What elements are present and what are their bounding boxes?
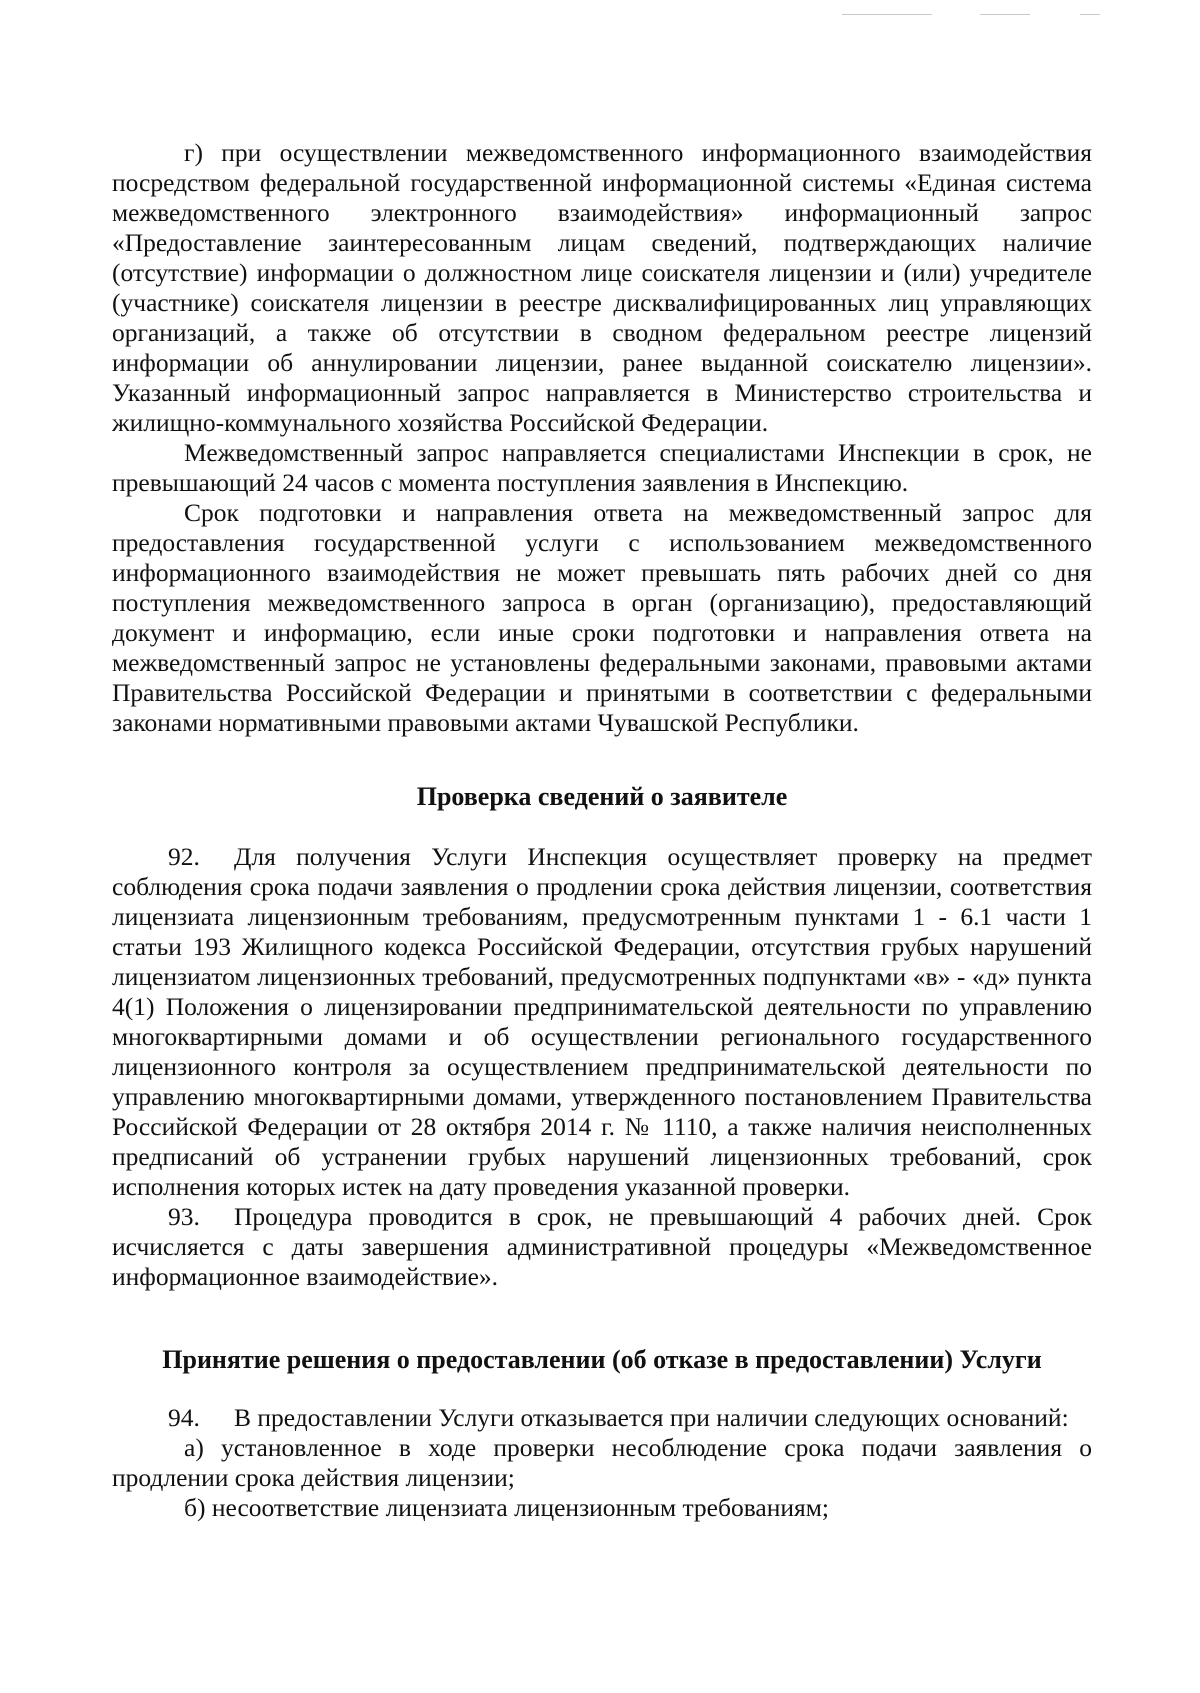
decision-section [112,1403,1092,1523]
item-number: 93. [168,1202,200,1231]
scan-artifact [1080,14,1100,15]
item-92 [112,842,1092,1202]
paragraph-request-deadline: Межведомственный запрос направляется специалистами Инспекции в срок, не превышающий 24 часов с момента поступления заявления в Инспекцию. [112,438,1092,497]
paragraph-response-deadline: Срок подготовки и направления ответа на межведомственный запрос для предоставления государственной услуги с использованием межведомственного информационного взаимодействия не может превышать пять рабочих дней со дня поступления межведомственного запроса в орган (организацию), предоставляющий документ и информацию, если иные сроки подготовки и направления ответа на межведомственный запрос не установлены федеральными законами, правовыми актами Правительства Российской Федерации и принятыми в соответствии с федеральными законами нормативными правовыми актами Чувашской Республики. [112,498,1092,737]
item-number: 92. [168,842,200,871]
item-text: Для получения Услуги Инспекция осуществляет проверку на предмет соблюдения срока подачи заявления о продлении срока действия лицензии, соответствия лицензиата лицензионным требованиям, предусмотренным пунктами 1 - 6.1 части 1 статьи 193 Жилищного кодекса Российской Федерации, отсутствия грубых нарушений лицензиатом лицензионных требований, предусмотренных подпунктами «в» - «д» пункта 4(1) Положения о лицензировании предпринимательской деятельности по управлению многоквартирными домами и об осуществлении регионального государственного лицензионного контроля за осуществлением предпринимательской деятельности по управлению многоквартирными домами, утвержденного постановлением Правительства Российской Федерации от 28 октября 2014 г. № 1110, а также наличия неисполненных предписаний об устранении грубых нарушений лицензионных требований, срок исполнения которых истек на дату проведения указанной проверки. [112,842,1092,1201]
section-heading-decision: Принятие решения о предоставлении (об отказе в предоставлении) Услуги [162,1345,1042,1374]
item-93 [112,1202,1092,1292]
applicant-check-section [112,842,1092,1292]
item-text: Процедура проводится в срок, не превышающий 4 рабочих дней. Срок исчисляется с даты завершения административной процедуры «Межведомственное информационное взаимодействие». [112,1202,1092,1291]
item-text: В предоставлении Услуги отказывается при наличии следующих оснований: [234,1403,1069,1432]
sub-item-b: б) несоответствие лицензиата лицензионным требованиям; [184,1493,829,1522]
document-body [112,138,1092,1523]
section-heading-applicant-check: Проверка сведений о заявителе [416,782,788,811]
interagency-request-section [112,138,1092,737]
item-number: 94. [168,1403,200,1432]
item-94 [112,1403,1092,1433]
sub-item-a: а) установленное в ходе проверки несоблюдение срока подачи заявления о продлении срока действия лицензии; [112,1433,1092,1492]
paragraph-g: г) при осуществлении межведомственного информационного взаимодействия посредством федеральной государственной информационной системы «Единая система межведомственного электронного взаимодействия» информационный запрос «Предоставление заинтересованным лицам сведений, подтверждающих наличие (отсутствие) информации о должностном лице соискателя лицензии и (или) учредителе (участнике) соискателя лицензии в реестре дисквалифицированных лиц управляющих организаций, а также об отсутствии в сводном федеральном реестре лицензий информации об аннулировании лицензии, ранее выданной соискателю лицензии». Указанный информационный запрос направляется в Министерство строительства и жилищно-коммунального хозяйства Российской Федерации. [112,138,1092,437]
scan-artifact [980,14,1030,15]
scan-artifact [842,14,932,15]
